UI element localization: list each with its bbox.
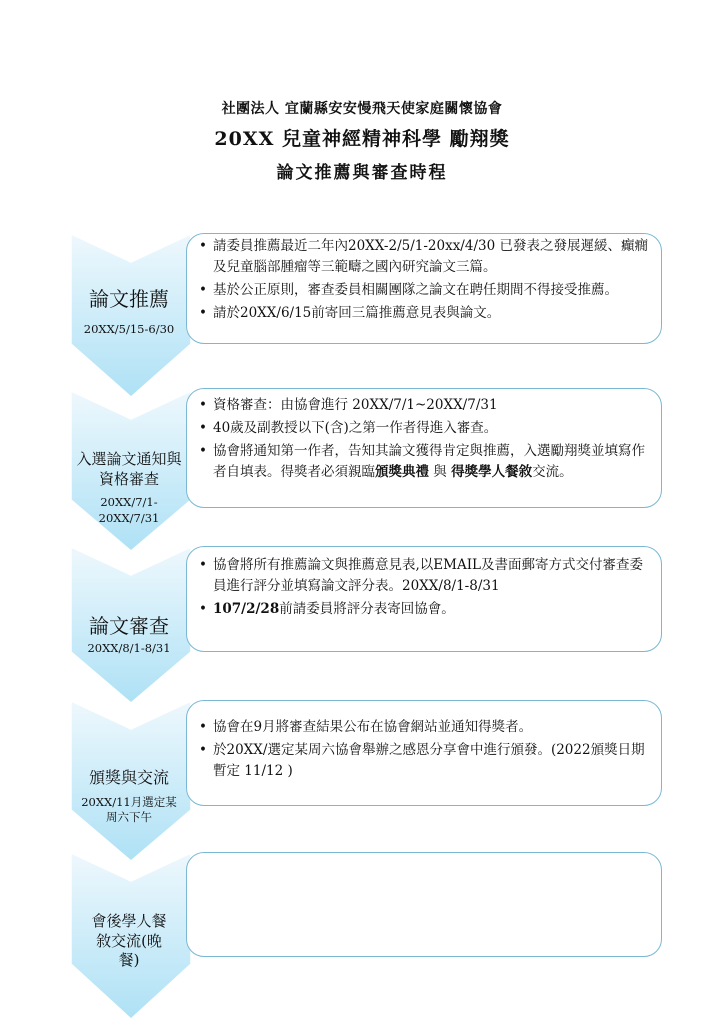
stage-3-label	[70, 613, 188, 657]
stage-4-title: 頒獎與交流	[88, 768, 169, 787]
stage-4-date: 20XX/11月選定某周六下午	[81, 794, 177, 825]
stage-3-title: 論文審查	[89, 614, 169, 638]
stage-3-item-1: • 協會將所有推薦論文與推薦意見表,以EMAIL及書面郵寄方式交付審查委員進行評分並填寫論文評分表。20XX/8/1-8/31	[199, 555, 653, 597]
stage-2-item-3: • 協會將通知第一作者，告知其論文獲得肯定與推薦，入選勵翔獎並填寫作者自填表。得獎者必須親臨頒獎典禮 與 得獎學人餐敘交流。	[199, 441, 653, 483]
stage-5-title: 會後學人餐敘交流(晚餐)	[91, 912, 167, 969]
stage-2-label	[70, 450, 188, 526]
stage-4-item-1: • 協會在9月將審查結果公布在協會網站並通知得獎者。	[199, 717, 653, 738]
stage-1-item-1: • 請委員推薦最近二年內20XX-2/5/1-20xx/4/30 已發表之發展遲緩、癲癇及兒童腦部腫瘤等三範疇之國內研究論文三篇。	[199, 236, 653, 278]
stage-5-details	[186, 852, 662, 957]
award-title: 20XX 兒童神經精神科學 勵翔獎	[214, 128, 510, 150]
stage-2-date: 20XX/7/1-20XX/7/31	[98, 495, 160, 525]
stage-2-item-2: • 40歲及副教授以下(含)之第一作者得進入審查。	[199, 418, 653, 439]
stage-4-label	[70, 768, 188, 826]
stage-4-details	[186, 700, 662, 806]
stage-3-item-2: • 107/2/28前請委員將評分表寄回協會。	[199, 599, 653, 620]
stage-1-label	[70, 286, 188, 338]
stage-1-item-2: • 基於公正原則，審查委員相關團隊之論文在聘任期間不得接受推薦。	[199, 280, 653, 301]
stage-2-title: 入選論文通知與資格審查	[76, 450, 182, 488]
stage-1-item-3: • 請於20XX/6/15前寄回三篇推薦意見表與論文。	[199, 303, 653, 324]
organization-name: 社團法人 宜蘭縣安安慢飛天使家庭關懷協會	[221, 101, 503, 117]
stage-3-details	[186, 546, 662, 652]
stage-1-date: 20XX/5/15-6/30	[83, 322, 175, 336]
stage-1-title: 論文推薦	[89, 287, 169, 311]
stage-3-date: 20XX/8/1-8/31	[87, 641, 171, 655]
schedule-title: 論文推薦與審查時程	[276, 163, 448, 183]
stage-1-details	[186, 233, 662, 344]
stage-5-label	[70, 912, 188, 971]
stage-2-details	[186, 388, 662, 508]
stage-2-item-1: • 資格審查：由協會進行 20XX/7/1~20XX/7/31	[199, 395, 653, 416]
stage-4-item-2: • 於20XX/選定某周六協會舉辦之感恩分享會中進行頒發。(2022頒獎日期暫定 11/12 )	[199, 740, 653, 782]
